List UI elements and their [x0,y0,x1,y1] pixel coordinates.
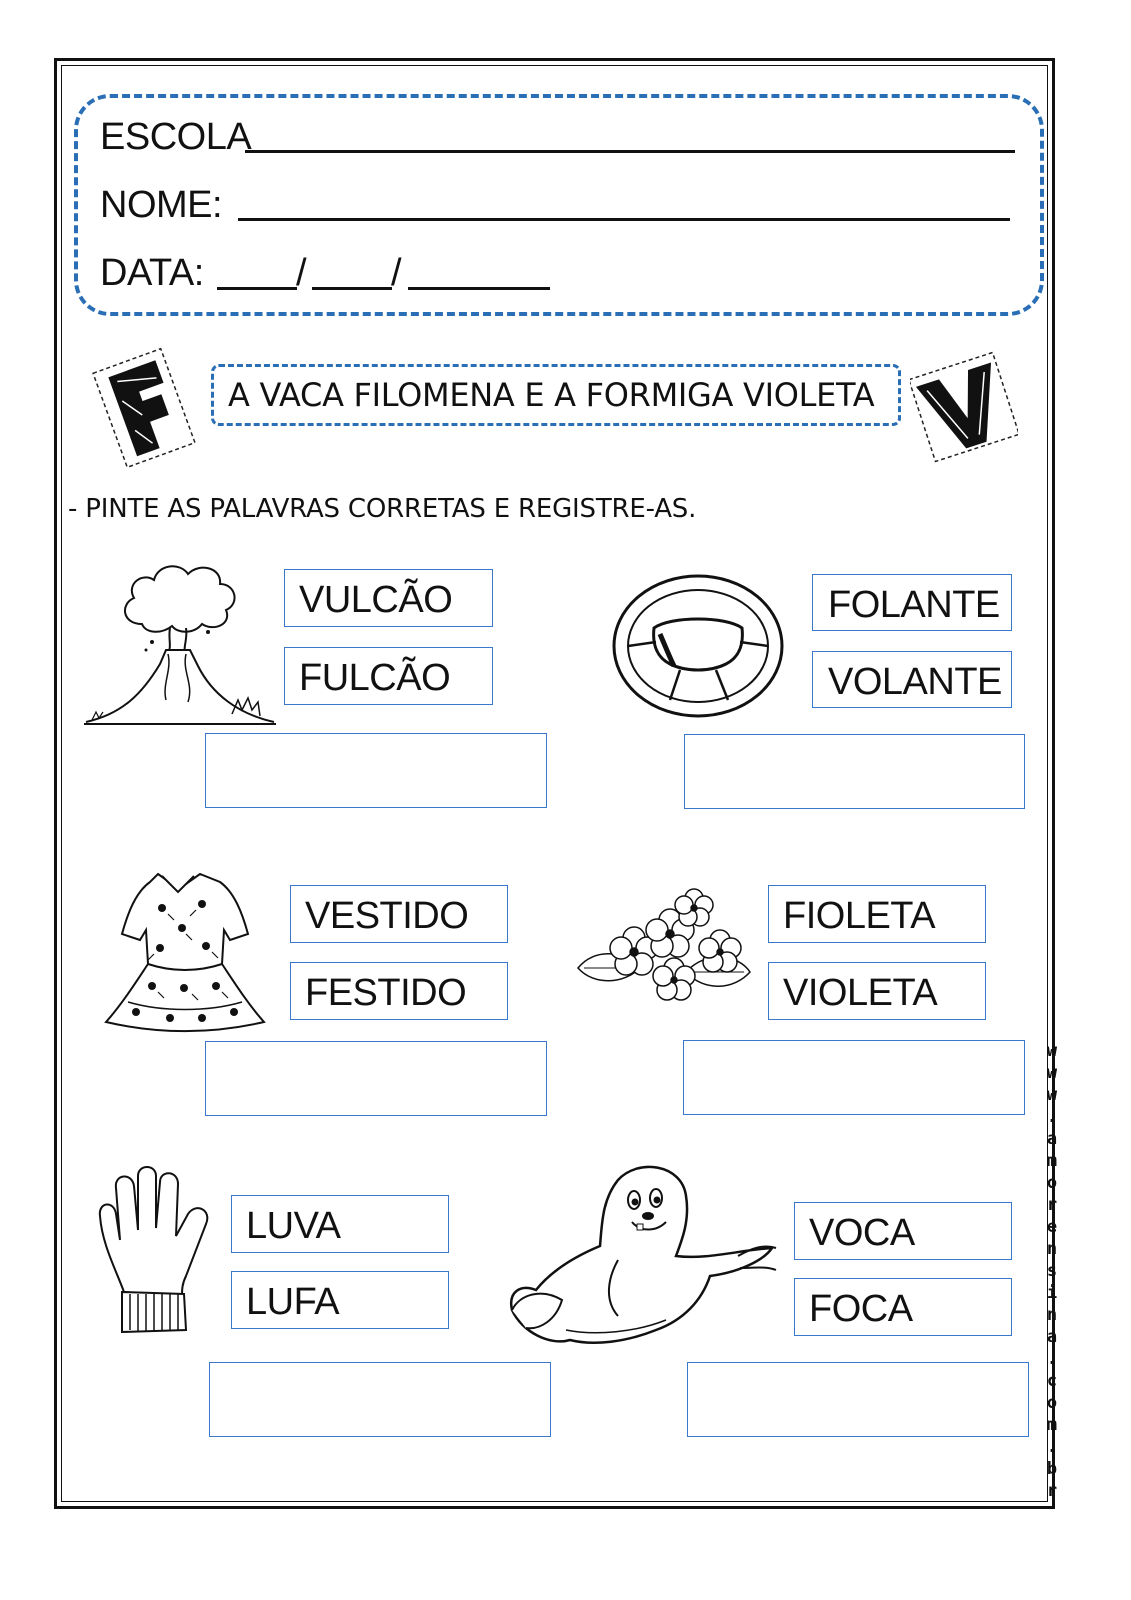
watermark-char: . [1046,1437,1058,1457]
word-option-label: FESTIDO [305,972,467,1014]
watermark-char: r [1046,1195,1058,1215]
name-label: NOME: [100,184,223,226]
volcano-icon [82,554,278,730]
word-option-label: FULCÃO [299,657,451,699]
watermark-char: s [1046,1261,1058,1281]
word-option-label: LUVA [246,1205,341,1247]
word-option-label: VOLANTE [828,661,1002,703]
letter-v-badge [910,348,1018,466]
letter-f-badge [88,344,200,472]
date-year-field[interactable] [408,287,550,290]
glove-icon [94,1164,216,1336]
word-option-label: VOCA [809,1212,915,1254]
watermark-char: r [1046,1481,1058,1501]
watermark-char: c [1046,1371,1058,1391]
word-option-label: VIOLETA [783,972,938,1014]
word-option-label: FOLANTE [828,584,1000,626]
watermark-char: . [1046,1349,1058,1369]
instruction: - PINTE AS PALAVRAS CORRETAS E REGISTRE-AS. [68,494,697,524]
answer-box[interactable] [687,1362,1029,1437]
name-field[interactable] [238,218,1010,221]
date-separator: / [296,252,307,294]
word-option-label: FOCA [809,1288,913,1330]
watermark-char: . [1046,1107,1058,1127]
watermark-char: w [1046,1063,1058,1083]
school-label: ESCOLA [100,116,252,158]
word-option-label: VESTIDO [305,895,469,937]
answer-box[interactable] [683,1040,1025,1115]
answer-box[interactable] [205,733,547,808]
watermark-char: n [1046,1239,1058,1259]
page-title: A VACA FILOMENA E A FORMIGA VIOLETA [228,376,875,414]
violet-flowers-icon [574,888,752,1012]
word-option-label: FIOLETA [783,895,936,937]
answer-box[interactable] [209,1362,551,1437]
date-day-field[interactable] [217,287,297,290]
watermark-char: m [1046,1151,1058,1171]
watermark-char: m [1046,1415,1058,1435]
dress-icon [102,868,268,1036]
watermark-char: w [1046,1041,1058,1061]
school-field[interactable] [245,150,1015,153]
watermark-char: i [1046,1283,1058,1303]
seal-icon [506,1160,780,1356]
word-option-label: LUFA [246,1281,340,1323]
date-separator: / [391,252,402,294]
watermark-char: a [1046,1327,1058,1347]
steering-wheel-icon [610,572,788,720]
watermark-char: w [1046,1085,1058,1105]
svg-text:F: F [88,344,89,345]
answer-box[interactable] [205,1041,547,1116]
word-option-label: VULCÃO [299,579,453,621]
watermark [1044,1040,1060,1502]
watermark-char: n [1046,1305,1058,1325]
watermark-char: e [1046,1217,1058,1237]
watermark-char: o [1046,1173,1058,1193]
watermark-char: a [1046,1129,1058,1149]
date-month-field[interactable] [312,287,392,290]
answer-box[interactable] [684,734,1025,809]
watermark-char: o [1046,1393,1058,1413]
svg-text:V: V [910,348,911,349]
watermark-char: b [1046,1459,1058,1479]
date-label: DATA: [100,252,204,294]
